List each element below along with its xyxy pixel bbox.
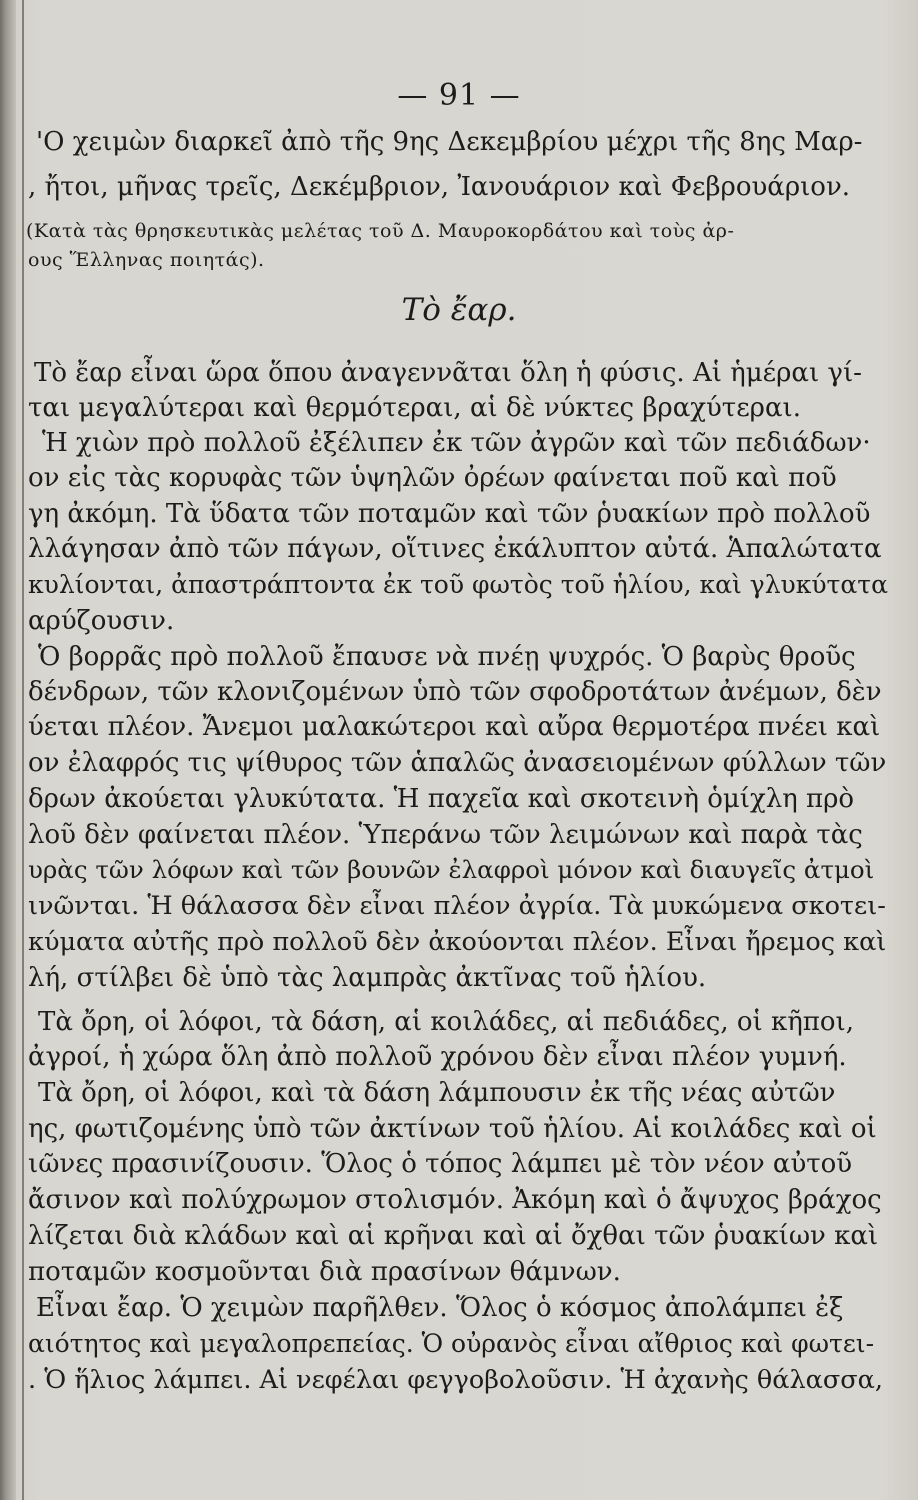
- intro-line: 'Ο χειμὼν διαρκεῖ ἀπὸ τῆς 9ης Δεκεμβρίου μέχρι τῆς 8ης Μαρ-: [36, 127, 863, 157]
- text-line: κύματα αὐτῆς πρὸ πολλοῦ δὲν ἀκούονται πλέον. Εἶναι ἤρεμος καὶ: [28, 927, 887, 957]
- text-line: αιότητος καὶ μεγαλοπρεπείας. Ὁ οὐρανὸς εἶναι αἴθριος καὶ φωτει-: [28, 1329, 875, 1358]
- text-line: Τὰ ὄρη, οἱ λόφοι, καὶ τὰ δάση λάμπουσιν ἐκ τῆς νέας αὐτῶν: [38, 1078, 836, 1108]
- page-number: — 91 —: [397, 78, 521, 113]
- book-spine-shadow: [0, 0, 16, 1500]
- text-line: ον ἐλαφρός τις ψίθυρος τῶν ἁπαλῶς ἀνασειομένων φύλλων τῶν: [28, 748, 887, 778]
- text-line: ιῶνες πρασινίζουσιν. Ὅλος ὁ τόπος λάμπει μὲ τὸν νέον αὐτοῦ: [28, 1149, 853, 1179]
- intro-line: , ἤτοι, μῆνας τρεῖς, Δεκέμβριον, Ἰανουάριον καὶ Φεβρουάριον.: [28, 172, 851, 202]
- text-line: Εἶναι ἔαρ. Ὁ χειμὼν παρῆλθεν. Ὅλος ὁ κόσμος ἀπολάμπει ἐξ: [36, 1293, 844, 1323]
- text-line: ον εἰς τὰς κορυφὰς τῶν ὑψηλῶν ὀρέων φαίνεται ποῦ καὶ ποῦ: [28, 463, 837, 493]
- text-line: κυλίονται, ἀπαστράπτοντα ἐκ τοῦ φωτὸς τοῦ ἡλίου, καὶ γλυκύτατα: [28, 570, 888, 599]
- text-line: ποταμῶν κοσμοῦνται διὰ πρασίνων θάμνων.: [28, 1257, 621, 1287]
- text-line: Τὸ ἔαρ εἶναι ὥρα ὅπου ἀναγεννᾶται ὅλη ἡ φύσις. Αἱ ἡμέραι γί-: [34, 358, 862, 388]
- text-line: ινῶνται. Ἡ θάλασσα δὲν εἶναι πλέον ἀγρία. Τὰ μυκώμενα σκοτει-: [28, 891, 886, 921]
- text-line: γη ἀκόμη. Τὰ ὕδατα τῶν ποταμῶν καὶ τῶν ῥυακίων πρὸ πολλοῦ: [28, 499, 871, 529]
- text-line: λοῦ δὲν φαίνεται πλέον. Ὑπεράνω τῶν λειμώνων καὶ παρὰ τὰς: [28, 820, 863, 850]
- page-edge-line: [22, 0, 24, 1500]
- text-line: Τὰ ὄρη, οἱ λόφοι, τὰ δάση, αἱ κοιλάδες, αἱ πεδιάδες, οἱ κῆποι,: [38, 1007, 855, 1037]
- text-line: λίζεται διὰ κλάδων καὶ αἱ κρῆναι καὶ αἱ ὄχθαι τῶν ῥυακίων καὶ: [28, 1221, 879, 1251]
- text-line: λλάγησαν ἀπὸ τῶν πάγων, οἵτινες ἐκάλυπτον αὐτά. Ἁπαλώτατα: [28, 534, 882, 564]
- text-line: . Ὁ ἥλιος λάμπει. Αἱ νεφέλαι φεγγοβολοῦσιν. Ἡ ἀχανὴς θάλασσα,: [28, 1365, 884, 1395]
- text-line: ἀγροί, ἡ χώρα ὅλη ἀπὸ πολλοῦ χρόνου δὲν εἶναι πλέον γυμνή.: [28, 1042, 847, 1072]
- text-line: δένδρων, τῶν κλονιζομένων ὑπὸ τῶν σφοδροτάτων ἀνέμων, δὲν: [28, 677, 882, 707]
- text-line: λή, στίλβει δὲ ὑπὸ τὰς λαμπρὰς ἀκτῖνας τοῦ ἡλίου.: [28, 963, 707, 993]
- text-line: ται μεγαλύτεραι καὶ θερμότεραι, αἱ δὲ νύκτες βραχύτεραι.: [28, 393, 801, 423]
- text-line: αρύζουσιν.: [28, 606, 175, 636]
- intro-note-line: (Κατὰ τὰς θρησκευτικὰς μελέτας τοῦ Δ. Μαυροκορδάτου καὶ τοὺς ἀρ-: [26, 220, 735, 242]
- text-line: ἄσινον καὶ πολύχρωμον στολισμόν. Ἀκόμη καὶ ὁ ἄψυχος βράχος: [28, 1185, 882, 1215]
- text-line: ης, φωτιζομένης ὑπὸ τῶν ἀκτίνων τοῦ ἡλίου. Αἱ κοιλάδες καὶ οἱ: [28, 1114, 877, 1144]
- text-line: ύεται πλέον. Ἄνεμοι μαλακώτεροι καὶ αὔρα θερμοτέρα πνέει καὶ: [28, 712, 881, 742]
- text-line: Ὁ βορρᾶς πρὸ πολλοῦ ἔπαυσε νὰ πνέῃ ψυχρός. Ὁ βαρὺς θροῦς: [38, 642, 856, 672]
- text-line: υρὰς τῶν λόφων καὶ τῶν βουνῶν ἐλαφροὶ μόνον καὶ διαυγεῖς ἀτμοὶ: [28, 855, 875, 884]
- text-line: Ἡ χιὼν πρὸ πολλοῦ ἐξέλιπεν ἐκ τῶν ἀγρῶν καὶ τῶν πεδιάδων·: [42, 428, 871, 458]
- section-heading: Τὸ ἔαρ.: [401, 292, 517, 328]
- intro-note-line: ους Ἕλληνας ποιητάς).: [28, 249, 265, 271]
- text-line: δρων ἀκούεται γλυκύτατα. Ἡ παχεῖα καὶ σκοτεινὴ ὁμίχλη πρὸ: [28, 784, 855, 814]
